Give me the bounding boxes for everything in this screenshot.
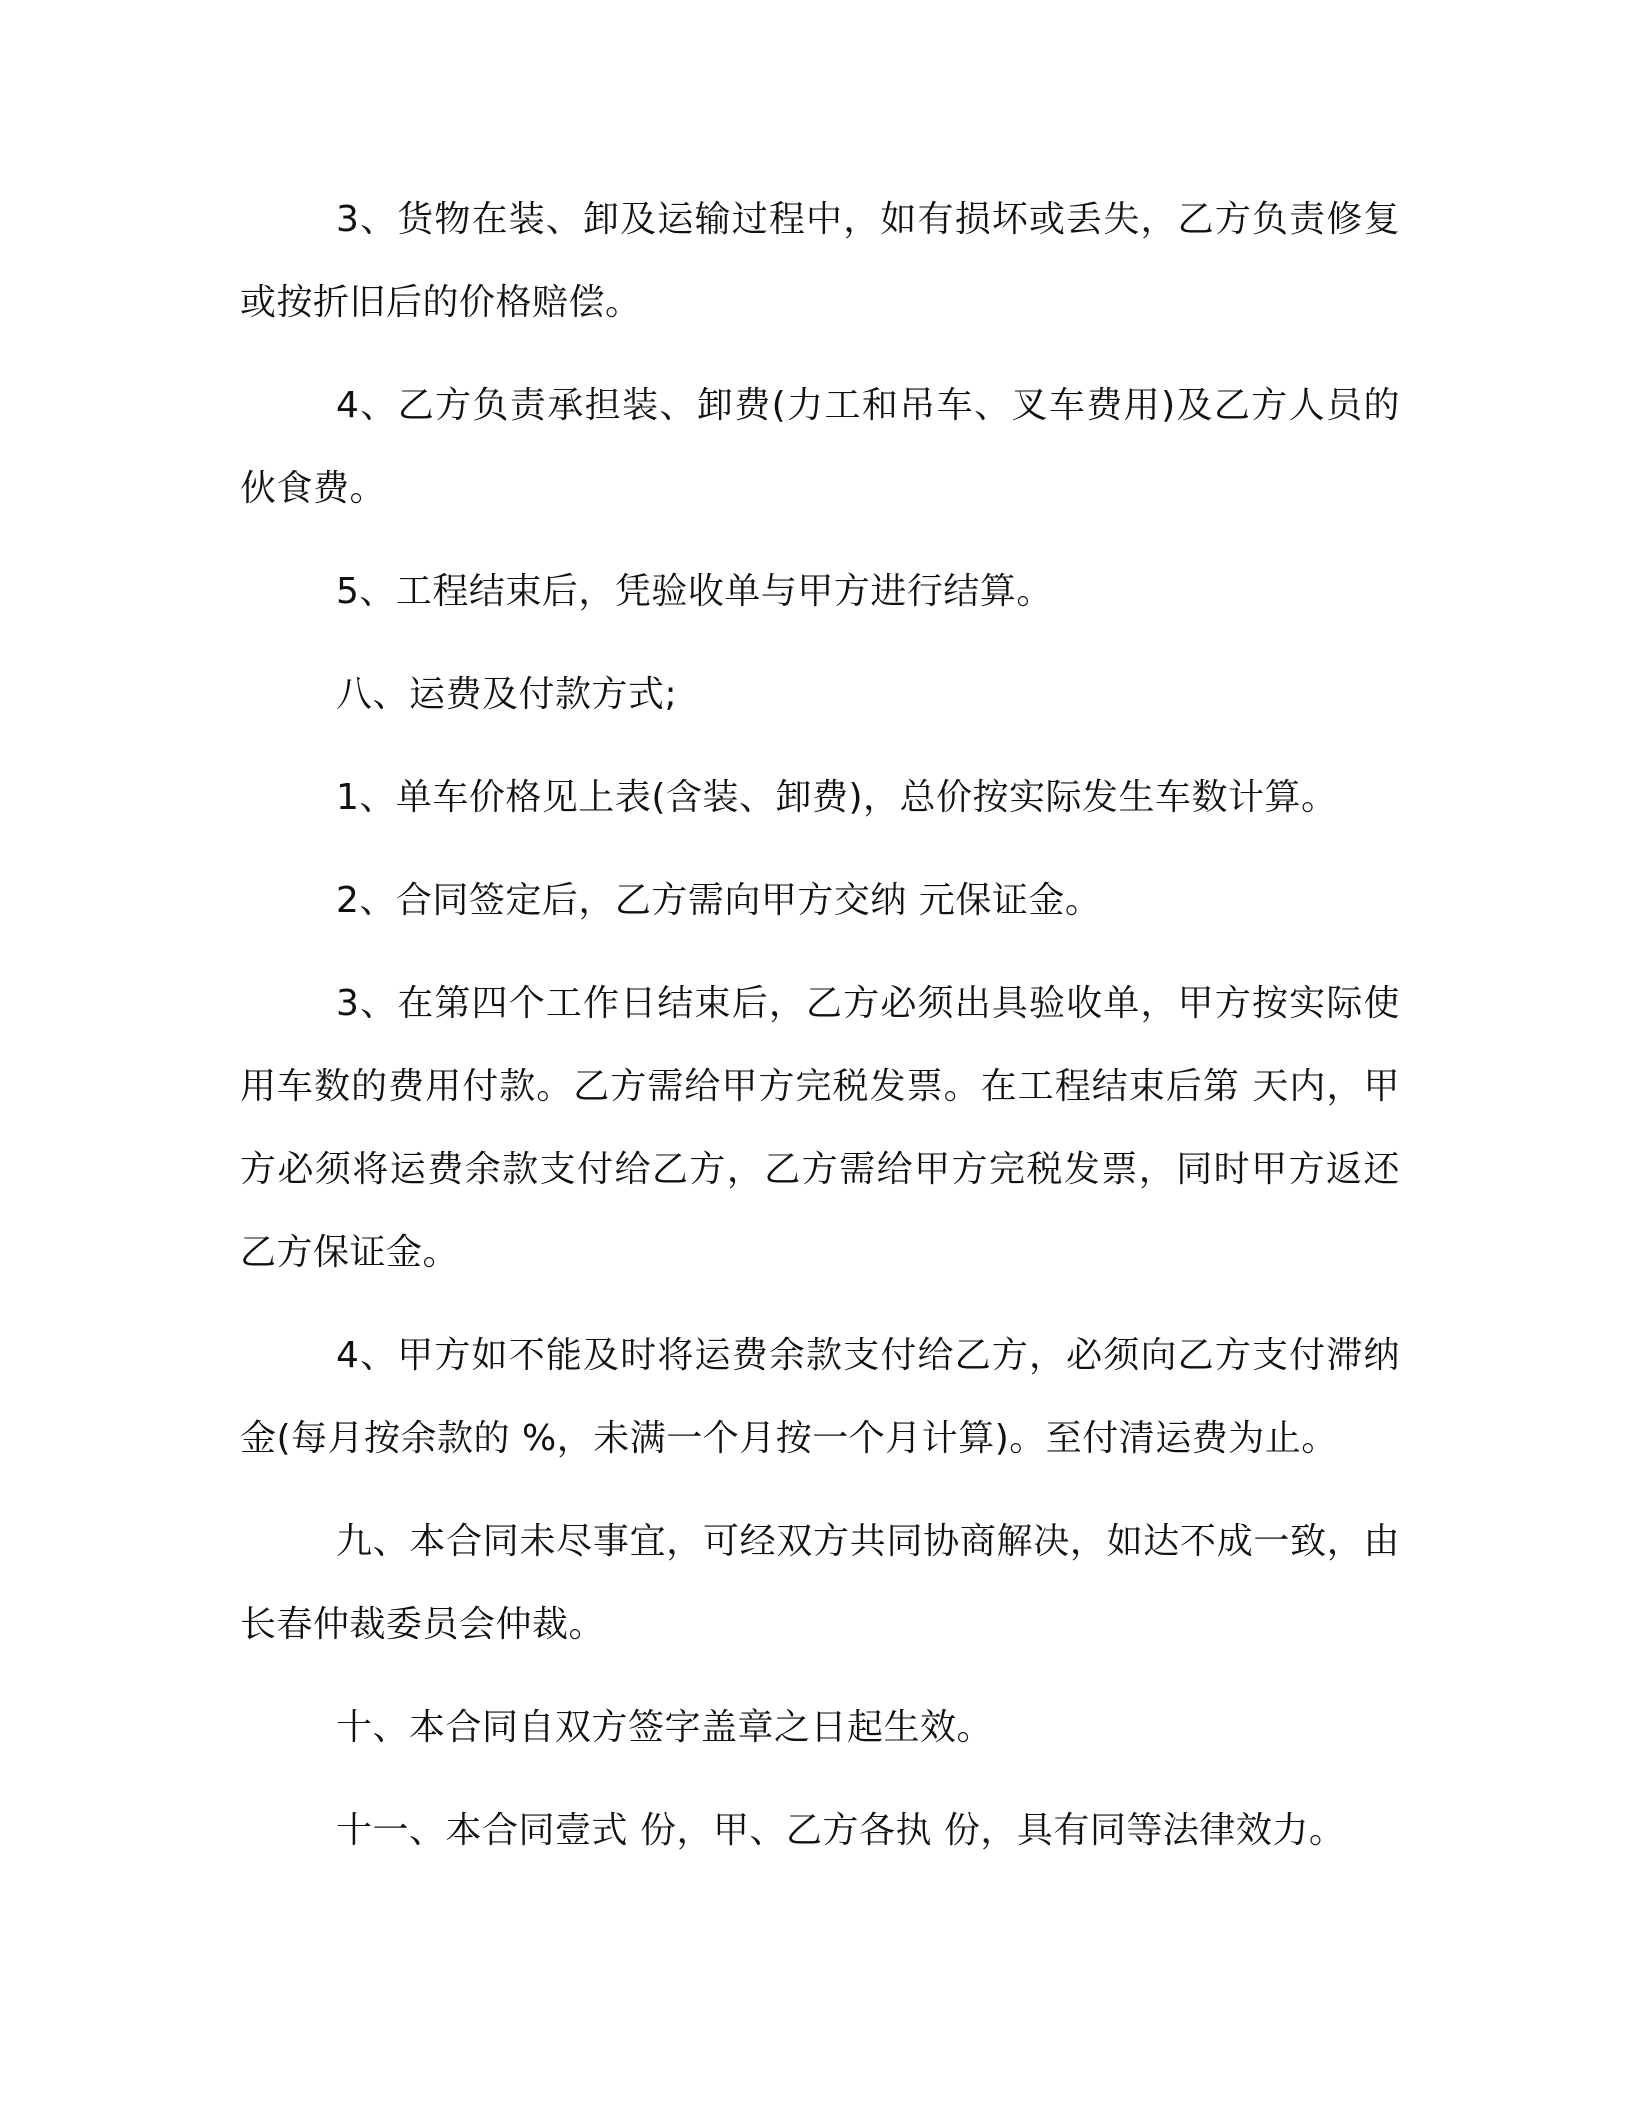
document-body bbox=[240, 178, 1400, 1872]
section-8-heading-freight-payment: 八、运费及付款方式; bbox=[336, 674, 678, 715]
clause-7-3-damage-compensation: 3、货物在装、卸及运输过程中，如有损坏或丢失，乙方负责修复或按折旧后的价格赔偿。 bbox=[240, 199, 1400, 323]
clause-8-3-payment-terms: 3、在第四个工作日结束后，乙方必须出具验收单，甲方按实际使用车数的费用付款。乙方需给甲方完税发票。在工程结束后第 天内，甲方必须将运费余款支付给乙方，乙方需给甲方完税发票，同时甲方返还乙方保证金。 bbox=[240, 983, 1400, 1273]
clause-9-dispute-resolution: 九、本合同未尽事宜，可经双方共同协商解决，如达不成一致，由长春仲裁委员会仲裁。 bbox=[240, 1521, 1400, 1645]
clause-11-copies: 十一、本合同壹式 份，甲、乙方各执 份，具有同等法律效力。 bbox=[336, 1810, 1346, 1851]
clause-10-effective-date: 十、本合同自双方签字盖章之日起生效。 bbox=[336, 1707, 994, 1748]
clause-8-2-deposit: 2、合同签定后，乙方需向甲方交纳 元保证金。 bbox=[336, 880, 1102, 921]
clause-8-1-unit-price: 1、单车价格见上表(含装、卸费)，总价按实际发生车数计算。 bbox=[336, 777, 1338, 818]
clause-7-5-settlement: 5、工程结束后，凭验收单与甲方进行结算。 bbox=[336, 571, 1053, 612]
clause-7-4-loading-fees: 4、乙方负责承担装、卸费(力工和吊车、叉车费用)及乙方人员的伙食费。 bbox=[240, 385, 1400, 509]
clause-8-4-late-fee: 4、甲方如不能及时将运费余款支付给乙方，必须向乙方支付滞纳金(每月按余款的 %，未满一个月按一个月计算)。至付清运费为止。 bbox=[240, 1335, 1400, 1459]
